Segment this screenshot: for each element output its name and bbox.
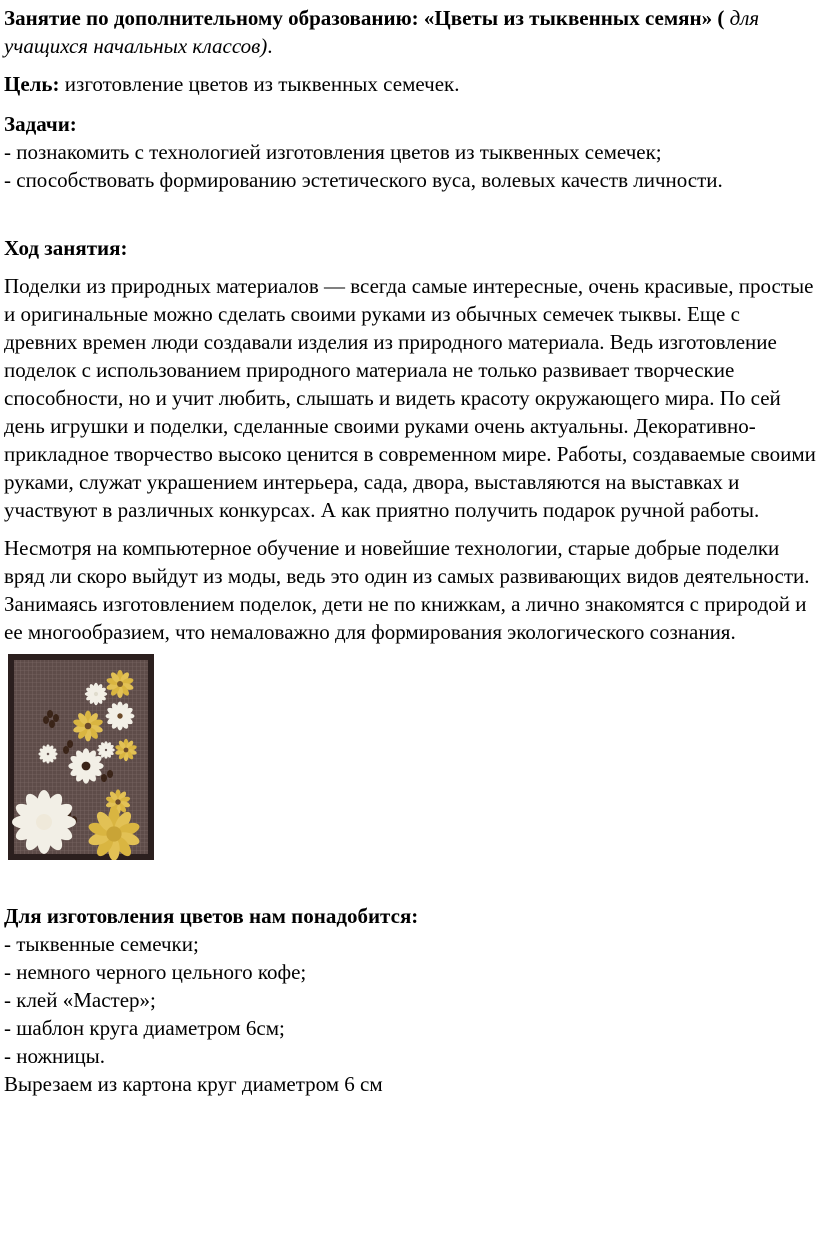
course-heading: Ход занятия:	[4, 236, 128, 260]
materials-heading: Для изготовления цветов нам понадобится:	[4, 904, 419, 928]
lesson-title	[4, 4, 816, 60]
course-paragraph: Несмотря на компьютерное обучение и новейшие технологии, старые добрые поделки вряд ли скоро выйдут из моды, ведь это один из самых развивающих видов деятельности. Занимаясь изготовлением поделок, дети не по книжкам, а лично знакомятся с природой и ее многообразием, что немаловажно для формирования экологического сознания.	[4, 536, 810, 644]
lesson-title-end: .	[267, 34, 273, 58]
material-item: - шаблон круга диаметром 6см;	[4, 1016, 285, 1040]
material-item: - немного черного цельного кофе;	[4, 960, 307, 984]
lesson-title-main: Занятие по дополнительному образованию: «Цветы из тыквенных семян» (	[4, 6, 725, 30]
task-item: - способствовать формированию эстетического вуса, волевых качеств личности.	[4, 168, 723, 192]
material-item: - ножницы.	[4, 1044, 106, 1068]
course-paragraph: Поделки из природных материалов — всегда самые интересные, очень красивые, простые и оригинальные можно сделать своими руками из обычных семечек тыквы. Еще с древних времен люди создавали изделия из природного материала. Ведь изготовление поделок с использованием природного материала не только развивает творческие способности, но и учит любить, слышать и видеть красоту окружающего мира. По сей день игрушки и поделки, сделанные своими руками очень актуальны. Декоративно-прикладное творчество высоко ценится в современном мире. Работы, создаваемые своими руками, служат украшением интерьера, сада, двора, выставляются на выставках и участвуют в различных конкурсах. А как приятно получить подарок ручной работы.	[4, 274, 816, 522]
goal	[4, 70, 816, 98]
seed-flowers-photo	[8, 654, 154, 860]
tasks-section	[4, 110, 816, 194]
materials-section	[4, 902, 816, 1098]
materials-closing: Вырезаем из картона круг диаметром 6 см	[4, 1072, 383, 1096]
lesson-title-audience: для учащихся начальных классов)	[4, 6, 760, 58]
tasks-heading: Задачи:	[4, 112, 77, 136]
material-item: - клей «Мастер»;	[4, 988, 156, 1012]
task-item: - познакомить с технологией изготовления цветов из тыквенных семечек;	[4, 140, 662, 164]
goal-text: изготовление цветов из тыквенных семечек.	[59, 72, 460, 96]
goal-label: Цель:	[4, 72, 60, 96]
material-item: - тыквенные семечки;	[4, 932, 199, 956]
